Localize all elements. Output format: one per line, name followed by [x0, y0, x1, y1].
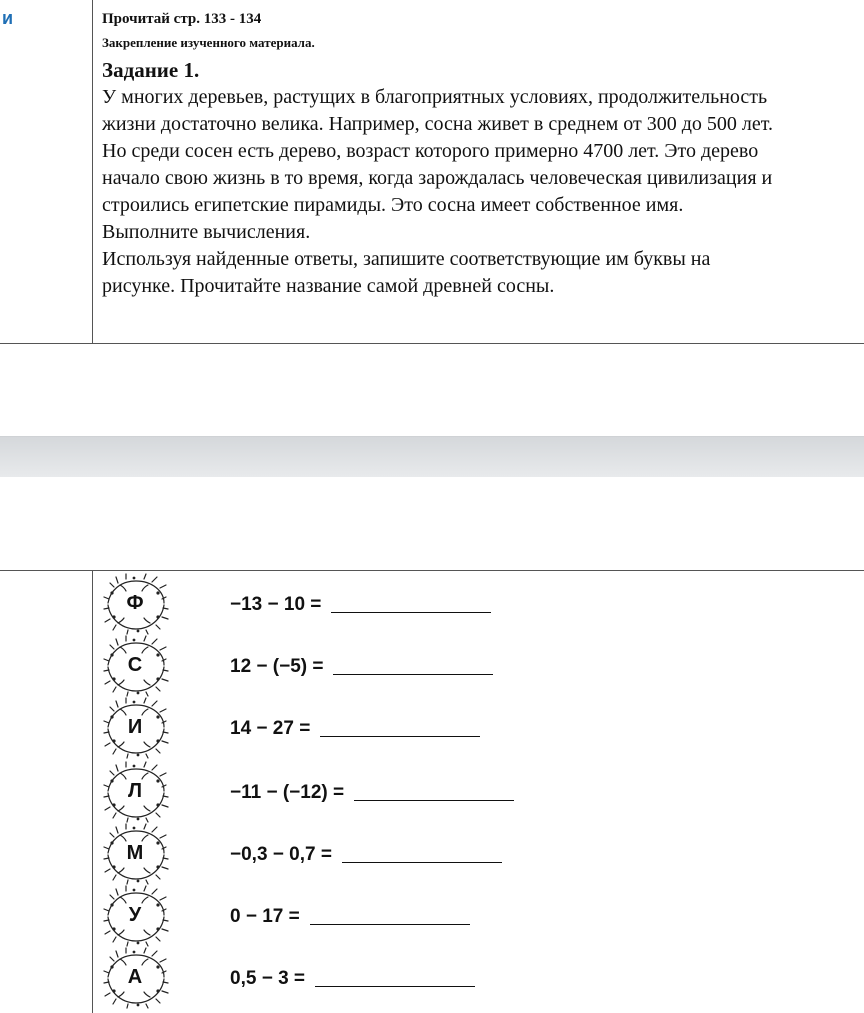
read-pages-label: Прочитай стр. 133 - 134: [102, 11, 262, 27]
pine-branch-icon: [100, 697, 172, 759]
answer-letter: И: [127, 716, 143, 738]
expression-text: −0,3 − 0,7 =: [230, 844, 332, 865]
math-expression: [230, 843, 502, 867]
answer-letter: С: [127, 654, 143, 676]
task-line: У многих деревьев, растущих в благоприятных условиях, продолжительность: [102, 86, 768, 108]
answer-blank[interactable]: [331, 612, 491, 613]
pine-branch-icon: [100, 761, 172, 823]
answer-blank[interactable]: [320, 736, 480, 737]
answer-blank[interactable]: [333, 674, 493, 675]
expression-text: 0 − 17 =: [230, 906, 300, 927]
math-expression: [230, 781, 514, 805]
pine-branch-icon: [100, 885, 172, 947]
math-expression: [230, 717, 480, 741]
subtitle: Закрепление изученного материала.: [102, 35, 315, 50]
expression-text: 0,5 − 3 =: [230, 968, 306, 989]
table-divider: [92, 0, 93, 344]
task-line: Выполните вычисления.: [102, 221, 311, 243]
answer-blank[interactable]: [310, 924, 470, 925]
task-cell: [102, 8, 864, 300]
math-expression: [230, 967, 475, 991]
pine-branch-icon: [100, 947, 172, 1009]
task-line: жизни достаточно велика. Например, сосна живет в среднем от 300 до 500 лет.: [102, 113, 774, 135]
exercise-row: [100, 823, 840, 885]
table-divider: [92, 571, 93, 1013]
exercise-row: [100, 947, 840, 1009]
expression-text: 12 − (−5) =: [230, 656, 324, 677]
answer-letter: Ф: [126, 592, 144, 614]
expression-text: −13 − 10 =: [230, 594, 322, 615]
pine-branch-icon: [100, 635, 172, 697]
exercise-table: [0, 570, 864, 1012]
pine-branch-icon: [100, 573, 172, 635]
answer-letter: Л: [127, 780, 143, 802]
task-line: Используя найденные ответы, запишите соответствующие им буквы на: [102, 248, 711, 270]
math-expression: [230, 655, 493, 679]
math-expression: [230, 593, 491, 617]
left-column-text: и: [2, 8, 14, 28]
answer-letter: А: [127, 966, 143, 988]
answer-letter: У: [128, 904, 142, 926]
exercise-row: [100, 635, 840, 697]
task-line: рисунке. Прочитайте название самой древней сосны.: [102, 275, 555, 297]
answer-blank[interactable]: [354, 800, 514, 801]
answer-blank[interactable]: [315, 986, 475, 987]
task-line: начало свою жизнь в то время, когда зарождалась человеческая цивилизация и: [102, 167, 773, 189]
exercise-row: [100, 573, 840, 635]
task-title: Задание 1.: [102, 58, 200, 82]
expression-text: 14 − 27 =: [230, 718, 311, 739]
math-expression: [230, 905, 470, 929]
exercise-row: [100, 885, 840, 947]
exercise-row: [100, 697, 840, 759]
answer-blank[interactable]: [342, 862, 502, 863]
expression-text: −11 − (−12) =: [230, 782, 345, 803]
exercise-row: [100, 761, 840, 823]
task-line: Но среди сосен есть дерево, возраст которого примерно 4700 лет. Это дерево: [102, 140, 759, 162]
pine-branch-icon: [100, 823, 172, 885]
separator-band: [0, 436, 864, 477]
task-table: [0, 0, 864, 344]
answer-letter: М: [126, 842, 144, 864]
task-line: строились египетские пирамиды. Это сосна имеет собственное имя.: [102, 194, 684, 216]
